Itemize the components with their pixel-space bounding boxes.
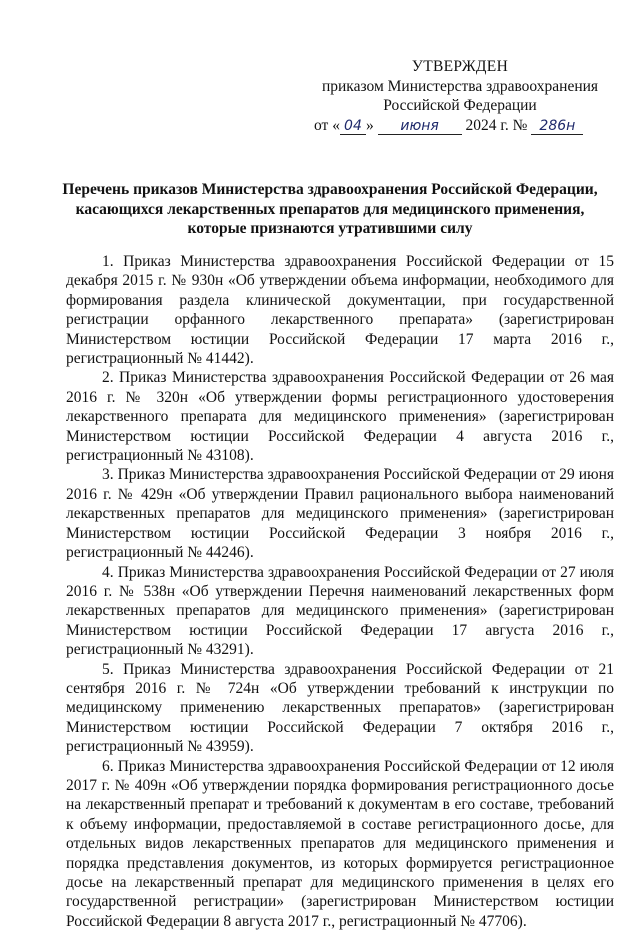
approval-ministry-line: приказом Министерства здравоохранения [321,77,599,95]
list-item-5: 5. Приказ Министерства здравоохранения Российской Федерации от 21 сентября 2016 г. № 724н «Об утверждении требований к инструкции по медицинскому применению лекарственных препаратов» (зарегистрирован Министерством юстиции Российской Федерации 7 октября 2016 г., регистрационный № 43959). [66,660,614,756]
approval-country-line: Российской Федерации [383,97,537,114]
handwritten-order-number: 286н [531,119,583,135]
year-and-number-label: 2024 г. № [465,116,528,134]
approval-block [300,57,620,135]
document-title [40,180,620,239]
date-prefix: от « [314,116,340,134]
approval-heading: УТВЕРЖДЕН [411,58,509,75]
date-mid: » [365,116,374,134]
list-item-6: 6. Приказ Министерства здравоохранения Российской Федерации от 12 июля 2017 г. № 409н «Об утверждении порядка формирования регистрационного досье на лекарственный препарат и требований к документам в его составе, требований к объему информации, предоставляемой в составе регистрационного досье, для отдельных видов лекарственных препаратов для медицинского применения и порядка представления документов, из которых формируется регистрационное досье на лекарственный препарат для медицинского применения в целях его государственной регистрации» (зарегистрирован Министерством юстиции Российской Федерации 8 августа 2017 г., регистрационный № 47706). [66,757,614,930]
approval-date-line [300,116,620,136]
list-item-3: 3. Приказ Министерства здравоохранения Российской Федерации от 29 июня 2016 г. № 429н «Об утверждении Правил рационального выбора наименований лекарственных препаратов для медицинского применения» (зарегистрирован Министерством юстиции Российской Федерации 3 ноября 2016 г., регистрационный № 44246). [66,466,614,562]
title-line-2: касающихся лекарственных препаратов для медицинского применения, [75,200,585,218]
handwritten-month: июня [378,119,462,135]
list-item-2: 2. Приказ Министерства здравоохранения Российской Федерации от 26 мая 2016 г. № 320н «Об утверждении формы регистрационного удостоверения лекарственного препарата для медицинского применения» (зарегистрирован Министерством юстиции Российской Федерации 4 августа 2016 г., регистрационный № 43108). [66,369,614,465]
title-line-3: которые признаются утратившими силу [187,220,473,237]
list-item-1: 1. Приказ Министерства здравоохранения Российской Федерации от 15 декабря 2015 г. № 930н «Об утверждении объема информации, необходимого для формирования раздела клинической документации, при государственной регистрации орфанного лекарственного препарата» (зарегистрирован Министерством юстиции Российской Федерации 17 марта 2016 г., регистрационный № 41442). [66,253,614,368]
handwritten-day: 04 [340,119,366,135]
document-body [66,252,614,931]
list-item-4: 4. Приказ Министерства здравоохранения Российской Федерации от 27 июля 2016 г. № 538н «Об утверждении Перечня наименований лекарственных форм лекарственных препаратов для медицинского применения» (зарегистрирован Министерством юстиции Российской Федерации 17 августа 2016 г., регистрационный № 43291). [66,563,614,659]
title-line-1: Перечень приказов Министерства здравоохранения Российской Федерации, [62,181,598,198]
